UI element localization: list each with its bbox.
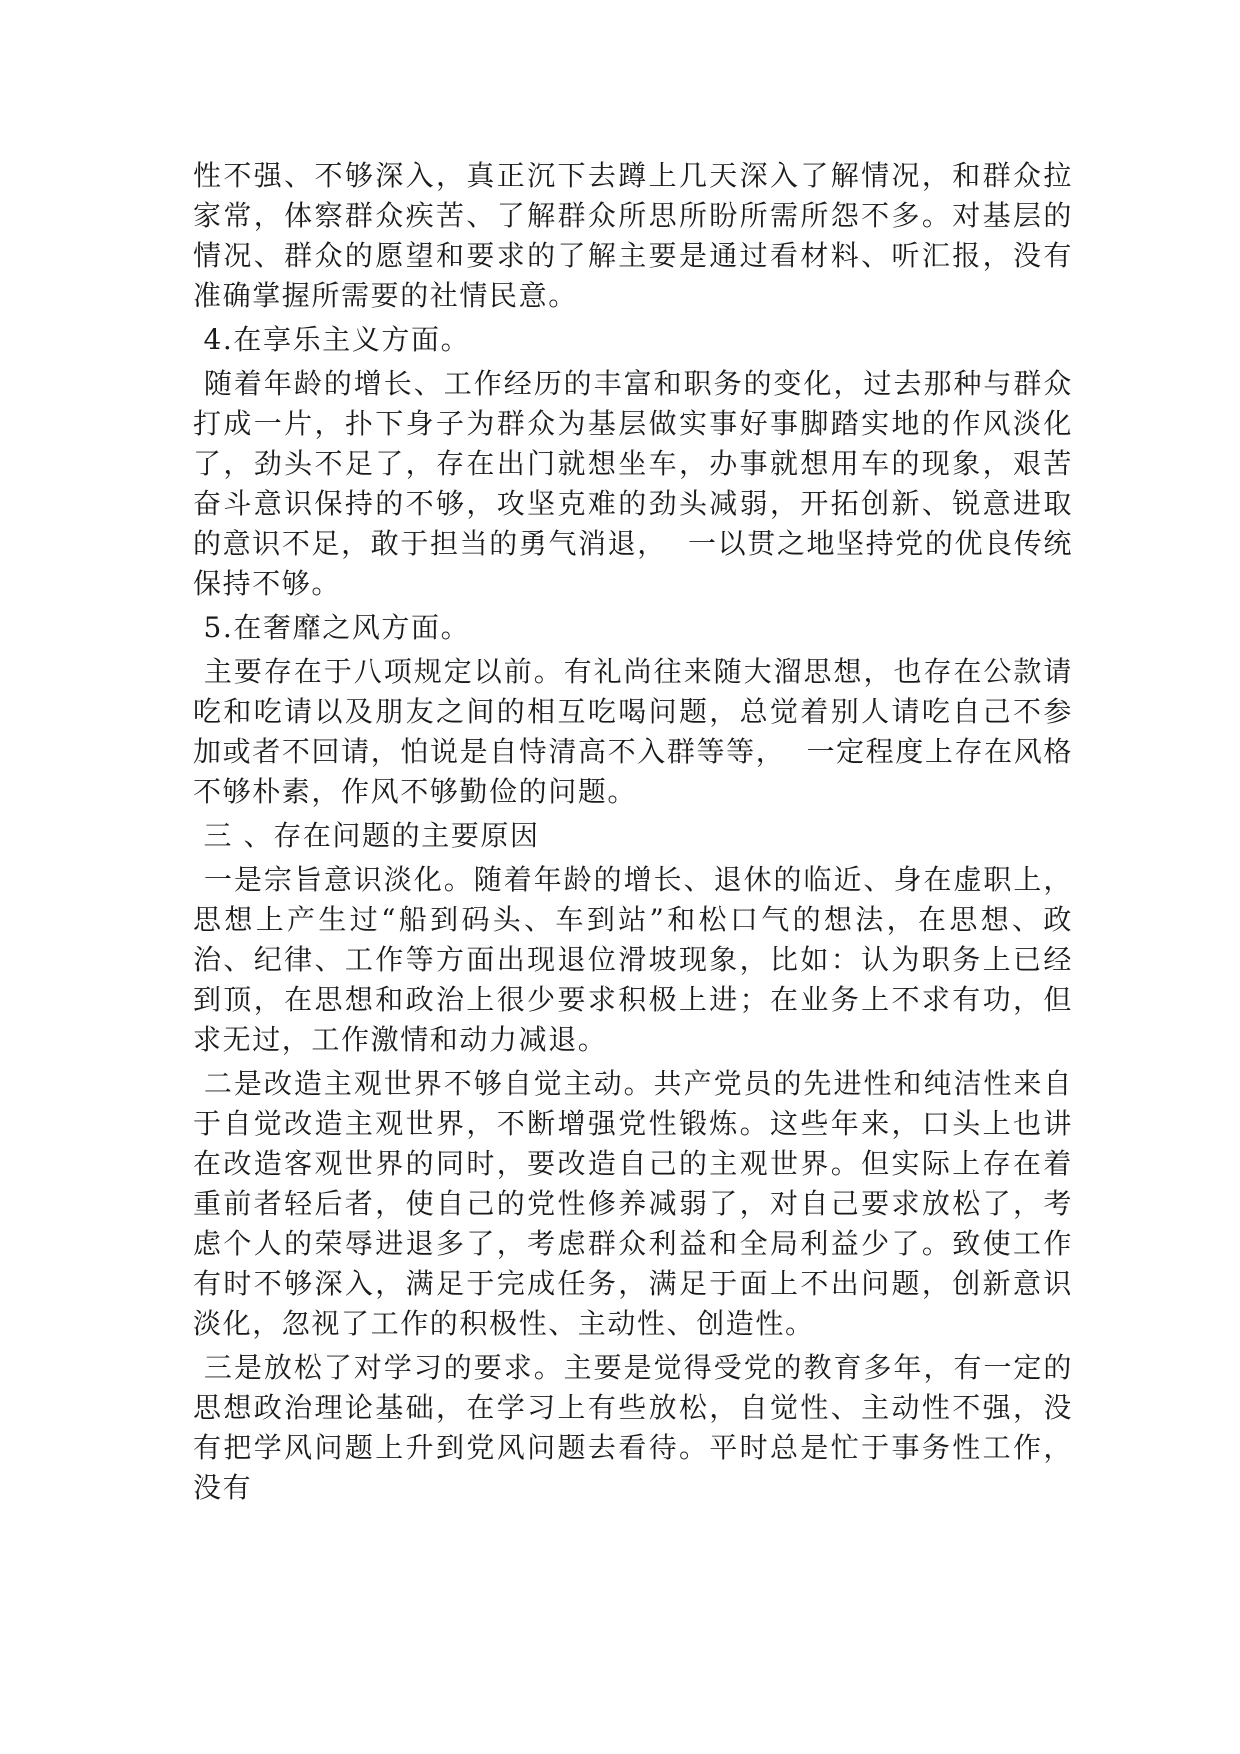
paragraph-continuation: 性不强、不够深入，真正沉下去蹲上几天深入了解情况，和群众拉家常，体察群众疾苦、了解群众所思所盼所需所怨不多。对基层的情况、群众的愿望和要求的了解主要是通过看材料、听汇报，没有准确掌握所需要的社情民意。: [193, 159, 1073, 312]
heading-extravagance: 5.在奢靡之风方面。: [193, 611, 471, 644]
heading-main-causes: 三 、存在问题的主要原因: [193, 819, 540, 852]
paragraph-cause-two: 二是改造主观世界不够自觉主动。共产党员的先进性和纯洁性来自于自觉改造主观世界，不断增强党性锻炼。这些年来，口头上也讲在改造客观世界的同时，要改造自己的主观世界。但实际上存在着重前者轻后者，使自己的党性修养减弱了，对自己要求放松了，考虑个人的荣辱进退多了，考虑群众利益和全局利益少了。致使工作有时不够深入，满足于完成任务，满足于面上不出问题，创新意识淡化，忽视了工作的积极性、主动性、创造性。: [193, 1067, 1073, 1340]
paragraph-cause-three: 三是放松了对学习的要求。主要是觉得受党的教育多年，有一定的思想政治理论基础，在学习上有些放松，自觉性、主动性不强，没有把学风问题上升到党风问题去看待。平时总是忙于事务性工作，没有: [193, 1351, 1073, 1504]
paragraph-extravagance: 主要存在于八项规定以前。有礼尚往来随大溜思想，也存在公款请吃和吃请以及朋友之间的相互吃喝问题，总觉着别人请吃自己不参加或者不回请，怕说是自恃清高不入群等等， 一定程度上存在风格不够朴素，作风不够勤俭的问题。: [193, 655, 1073, 808]
heading-hedonism: 4.在享乐主义方面。: [193, 323, 471, 356]
paragraph-cause-one: 一是宗旨意识淡化。随着年龄的增长、退休的临近、身在虚职上，思想上产生过“船到码头、车到站”和松口气的想法，在思想、政治、纪律、工作等方面出现退位滑坡现象，比如：认为职务上已经到顶，在思想和政治上很少要求积极上进；在业务上不求有功，但求无过，工作激情和动力减退。: [193, 863, 1073, 1056]
document-body: [193, 156, 1073, 1512]
paragraph-hedonism: 随着年龄的增长、工作经历的丰富和职务的变化，过去那种与群众打成一片，扑下身子为群众为基层做实事好事脚踏实地的作风淡化了，劲头不足了，存在出门就想坐车，办事就想用车的现象，艰苦奋斗意识保持的不够，攻坚克难的劲头减弱，开拓创新、锐意进取的意识不足，敢于担当的勇气消退， 一以贯之地坚持党的优良传统保持不够。: [193, 367, 1073, 600]
